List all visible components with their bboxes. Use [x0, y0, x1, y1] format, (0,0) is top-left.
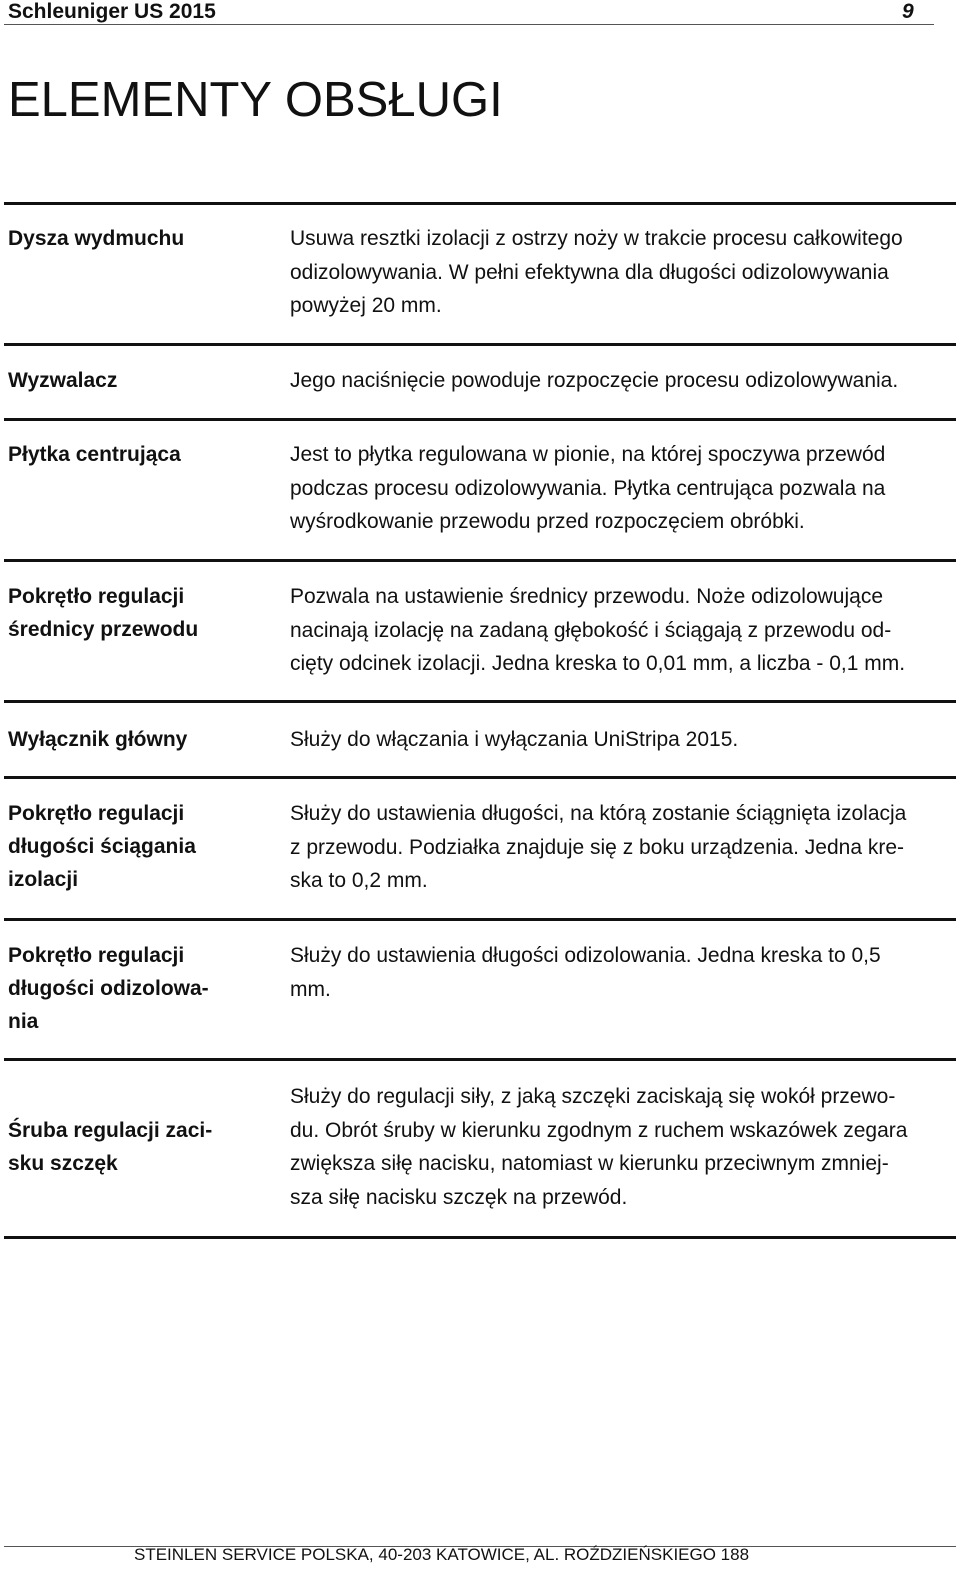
footer-text: STEINLEN SERVICE POLSKA, 40-203 KATOWICE, AL. ROŹDZIEŃSKIEGO 188: [134, 1545, 750, 1564]
label-line: średnicy przewodu: [8, 618, 199, 641]
desc-line: Służy do ustawienia długości, na którą zostanie ściągnięta izolacja: [290, 802, 907, 825]
row-label: [8, 222, 184, 255]
row-description: [290, 797, 950, 898]
row-separator: [4, 776, 956, 779]
desc-line: z przewodu. Podziałka znajduje się z boku urządzenia. Jedna kre-: [290, 835, 905, 859]
desc-line: Jego naciśnięcie powoduje rozpoczęcie procesu odizolowywania.: [290, 369, 899, 392]
desc-line: Jest to płytka regulowana w pionie, na której spoczywa przewód: [290, 443, 886, 466]
label-line: długości ściągania: [8, 835, 196, 858]
row-separator: [4, 1058, 956, 1061]
label-line: sku szczęk: [8, 1152, 118, 1175]
desc-line: du. Obrót śruby w kierunku zgodnym z ruchem wskazówek zegara: [290, 1118, 908, 1142]
desc-line: mm.: [290, 977, 331, 1001]
row-separator: [4, 418, 956, 421]
desc-line: ska to 0,2 mm.: [290, 869, 428, 892]
row-description: [290, 580, 950, 681]
page-header: [0, 0, 960, 26]
row-description: [290, 438, 950, 539]
label-line: długości odizolowa-: [8, 977, 209, 1000]
label-line: Pokrętło regulacji: [8, 944, 185, 967]
row-separator: [4, 700, 956, 703]
row-separator: [4, 1236, 956, 1239]
desc-line: Służy do włączania i wyłączania UniStripa 2015.: [290, 728, 739, 751]
desc-line: odizolowywania. W pełni efektywna dla długości odizolowywania: [290, 260, 889, 284]
row-label: [8, 438, 181, 471]
desc-line: nacinają izolację na zadaną głębokość i ściągają z przewodu od-: [290, 618, 892, 642]
document-title: ELEMENTY OBSŁUGI: [8, 73, 503, 127]
row-description: [290, 1080, 950, 1214]
row-label: [8, 580, 198, 646]
row-label: [8, 364, 117, 397]
desc-line: cięty odcinek izolacji. Jedna kreska to 0,01 mm, a liczba - 0,1 mm.: [290, 652, 906, 675]
label-line: Śruba regulacji zaci-: [8, 1119, 213, 1142]
row-description: [290, 939, 950, 1006]
label-line: Wyzwalacz: [8, 369, 118, 392]
label-line: Pokrętło regulacji: [8, 585, 185, 608]
row-label: [8, 797, 196, 896]
label-line: Wyłącznik główny: [8, 728, 188, 751]
page-number: 9: [902, 0, 914, 23]
desc-line: podczas procesu odizolowywania. Płytka centrująca pozwala na: [290, 476, 886, 500]
row-description: [290, 364, 950, 398]
row-label: [8, 939, 209, 1038]
desc-line: Służy do ustawienia długości odizolowania. Jedna kreska to 0,5: [290, 944, 881, 967]
label-line: nia: [8, 1010, 39, 1033]
row-description: [290, 222, 950, 323]
desc-line: Służy do regulacji siły, z jaką szczęki zaciskają się wokół przewo-: [290, 1085, 896, 1108]
row-label: [8, 723, 187, 756]
label-line: izolacji: [8, 868, 79, 891]
row-separator: [4, 343, 956, 346]
row-separator: [4, 559, 956, 562]
label-line: Dysza wydmuchu: [8, 227, 185, 250]
desc-line: Pozwala na ustawienie średnicy przewodu. Noże odizolowujące: [290, 585, 883, 608]
header-rule: [4, 24, 934, 25]
row-label: [8, 1114, 212, 1180]
desc-line: Usuwa resztki izolacji z ostrzy noży w trakcie procesu całkowitego: [290, 227, 903, 250]
desc-line: sza siłę nacisku szczęk na przewód.: [290, 1185, 628, 1209]
desc-line: powyżej 20 mm.: [290, 294, 442, 317]
row-description: [290, 723, 950, 757]
header-title: Schleuniger US 2015: [8, 0, 216, 23]
desc-line: wyśrodkowanie przewodu przed rozpoczęciem obróbki.: [290, 510, 805, 533]
row-separator: [4, 202, 956, 205]
label-line: Pokrętło regulacji: [8, 802, 185, 825]
row-separator: [4, 918, 956, 921]
desc-line: zwiększa siłę nacisku, natomiast w kierunku przeciwnym zmniej-: [290, 1152, 889, 1175]
label-line: Płytka centrująca: [8, 443, 181, 466]
